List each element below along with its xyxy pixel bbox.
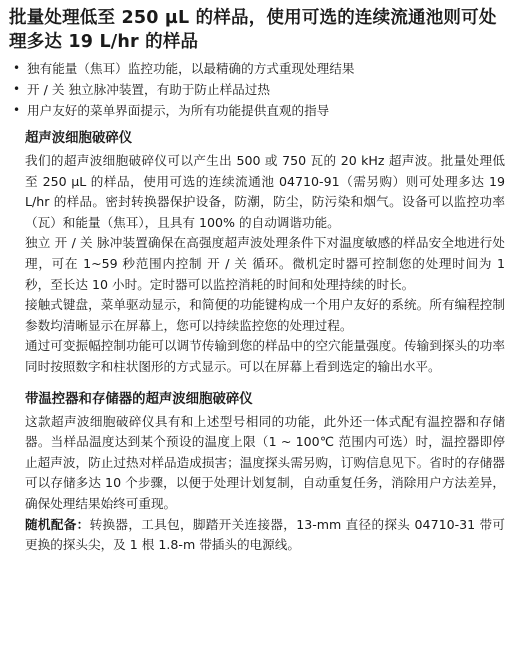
section-heading: 带温控器和存储器的超声波细胞破碎仪	[25, 391, 253, 407]
section-heading: 超声波细胞破碎仪	[25, 131, 133, 146]
feature-text: 开 / 关 独立脉冲装置，有助于防止样品过热	[27, 82, 270, 97]
accessories-text: 转换器，工具包，脚踏开关连接器，13-mm 直径的探头 04710-31 带可更换的探头尖，及 1 根 1.8-m 带插头的电源线。	[25, 516, 506, 553]
feature-text: 用户友好的菜单界面提示，为所有功能提供直观的指导	[27, 103, 330, 118]
accessories-label: 随机配备：	[25, 516, 90, 532]
feature-text: 独有能量（焦耳）监控功能，以最精确的方式重现处理结果	[27, 61, 355, 76]
feature-list	[9, 58, 507, 121]
section-paragraph: 接触式键盘，菜单驱动显示，和简便的功能键构成一个用户友好的系统。所有编程控制参数均清晰显示在屏幕上，您可以持续监控您的处理过程。	[25, 297, 505, 333]
section-sonicator-temp-memory	[9, 389, 507, 556]
accessories-paragraph	[25, 515, 505, 556]
section-sonicator	[9, 128, 507, 378]
section-paragraph: 独立 开 / 关 脉冲装置确保在高强度超声波处理条件下对温度敏感的样品安全地进行处理，可在 1~59 秒范围内控制 开 / 关 循环。微机定时器可控制您的处理时间为 1 秒，至长达 10 小时。定时器可以监控消耗的时间和处理持续的时长。	[25, 235, 505, 292]
bullet-icon: •	[13, 103, 21, 117]
page-title: 批量处理低至 250 µL 的样品，使用可选的连续流通池则可处理多达 19 L/hr 的样品	[9, 8, 497, 52]
section-paragraph: 这款超声波细胞破碎仪具有和上述型号相同的功能，此外还一体式配有温控器和存储器。当样品温度达到某个预设的温度上限（1 ~ 100℃ 范围内可选）时，温控器即停止超声波，防止过热对样品造成损害；温度探头需另购，订购信息见下。省时的存储器可以存储多达 10 个步骤，以便于处理计划复制，自动重复任务，消除用户方法差异，确保处理结果始终可重现。	[25, 413, 505, 511]
bullet-icon: •	[13, 61, 21, 75]
section-paragraph: 通过可变振幅控制功能可以调节传输到您的样品中的空穴能量强度。传输到探头的功率同时按照数字和柱状图形的方式显示。可以在屏幕上看到选定的输出水平。	[25, 338, 505, 374]
list-item	[11, 100, 507, 121]
section-paragraph: 我们的超声波细胞破碎仪可以产生出 500 或 750 瓦的 20 kHz 超声波。批量处理低至 250 µL 的样品，使用可选的连续流通池 04710-91（需另购）则可处理多达 19 L/hr 的样品。密封转换器保护设备，防潮，防尘，防污染和烟气。设备可以监控功率（瓦）和能量（焦耳），且具有 100% 的自动调谐功能。	[25, 153, 505, 230]
list-item	[11, 58, 507, 79]
bullet-icon: •	[13, 82, 21, 96]
list-item	[11, 79, 507, 100]
